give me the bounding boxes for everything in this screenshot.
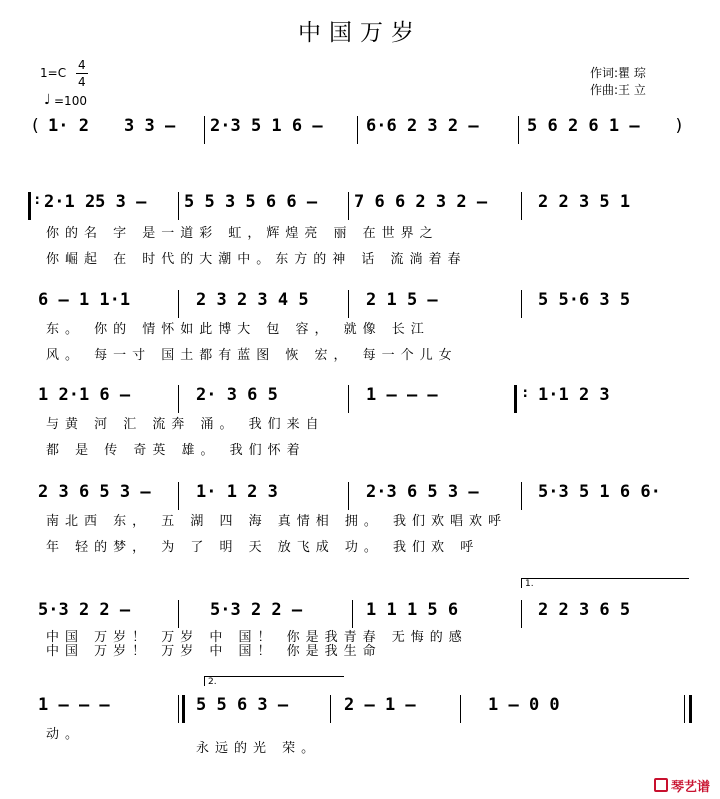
system-1-lyric-2: 你崛起 在 时代的大潮中。东方的神 话 流淌着春 [46,252,467,267]
quarter-note-icon: ♩ [44,92,51,108]
system-2-lyric-1: 东。 你的 情怀如此博大 包 容， 就像 长江 [46,322,430,337]
time-signature-divider [76,73,88,74]
logo-mark-icon [654,778,668,792]
intro-notes: ( 1· 2 3 3 – 2·3 5 1 6 – 6·6 2 3 2 – 5 6 2 6 1 – ) [0,116,720,146]
system-2-notes: 6 – 1 1·1 2 3 2 3 4 5 2 1 5 – 5 5·6 3 5 [0,290,720,320]
site-logo [654,776,710,795]
system-0-notes-text [0,0,1,1]
volta-2-label: 2. [208,677,217,687]
volta-1-label: 1. [525,579,534,589]
lyricist-credit: 作词:瞿 琮 [590,66,646,80]
system-3-notes: 1 2·1 6 – 2· 3 6 5 1 – – – : 1·1 2 3 [0,385,720,415]
system-6-lyric-2: 永远的光 荣。 [196,741,321,756]
system-6-lyric-1: 动。 [46,727,85,742]
volta-2-bracket [204,676,344,677]
key-signature: 1=C [40,66,67,80]
tempo-value: =100 [54,94,87,108]
system-1-lyric-1: 你的名 字 是一道彩 虹，辉煌亮 丽 在世界之 [46,226,439,241]
volta-2-bracket-edge [204,676,205,686]
time-signature-top: 4 [78,58,86,72]
volta-1-bracket [521,578,689,579]
system-4-lyric-1: 南北西 东， 五 湖 四 海 真情相 拥。 我们欢唱欢呼 [46,514,508,529]
system-1-notes: : 2·1 25 3 – 5 5 3 5 6 6 – 7 6 6 2 3 2 – 2 2 3 5 1 [0,192,720,222]
system-4-lyric-2: 年 轻的梦， 为 了 明 天 放飞成 功。 我们欢 呼 [46,540,480,555]
volta-1-bracket-edge [521,578,522,588]
system-6-notes: 1 – – – 5 5 6 3 – 2 – 1 – 1 – 0 0 [0,695,720,725]
system-5-lyric-1: 中国 万岁！ 万岁 中 国！ 你是我青春 无悔的感 [46,630,468,645]
system-5-notes: 5·3 2 2 – 5·3 2 2 – 1 1 1 5 6 2 2 3 6 5 [0,600,720,630]
composer-credit: 作曲:王 立 [590,83,646,97]
system-2-lyric-2: 风。 每一寸 国土都有蓝图 恢 宏， 每一个儿女 [46,348,458,363]
system-3-lyric-2: 都 是 传 奇英 雄。 我们怀着 [46,443,306,458]
system-5-lyric-2: 中国 万岁！ 万岁 中 国！ 你是我生命 [46,644,382,659]
system-3-lyric-1: 与黄 河 汇 流奔 涌。 我们来自 [46,417,325,432]
song-title: 中国万岁 [298,20,422,46]
system-4-notes: 2 3 6 5 3 – 1· 1 2 3 2·3 6 5 3 – 5·3 5 1 6 6· [0,482,720,512]
logo-text: 琴艺谱 [670,780,710,795]
time-signature-bottom: 4 [78,75,86,89]
